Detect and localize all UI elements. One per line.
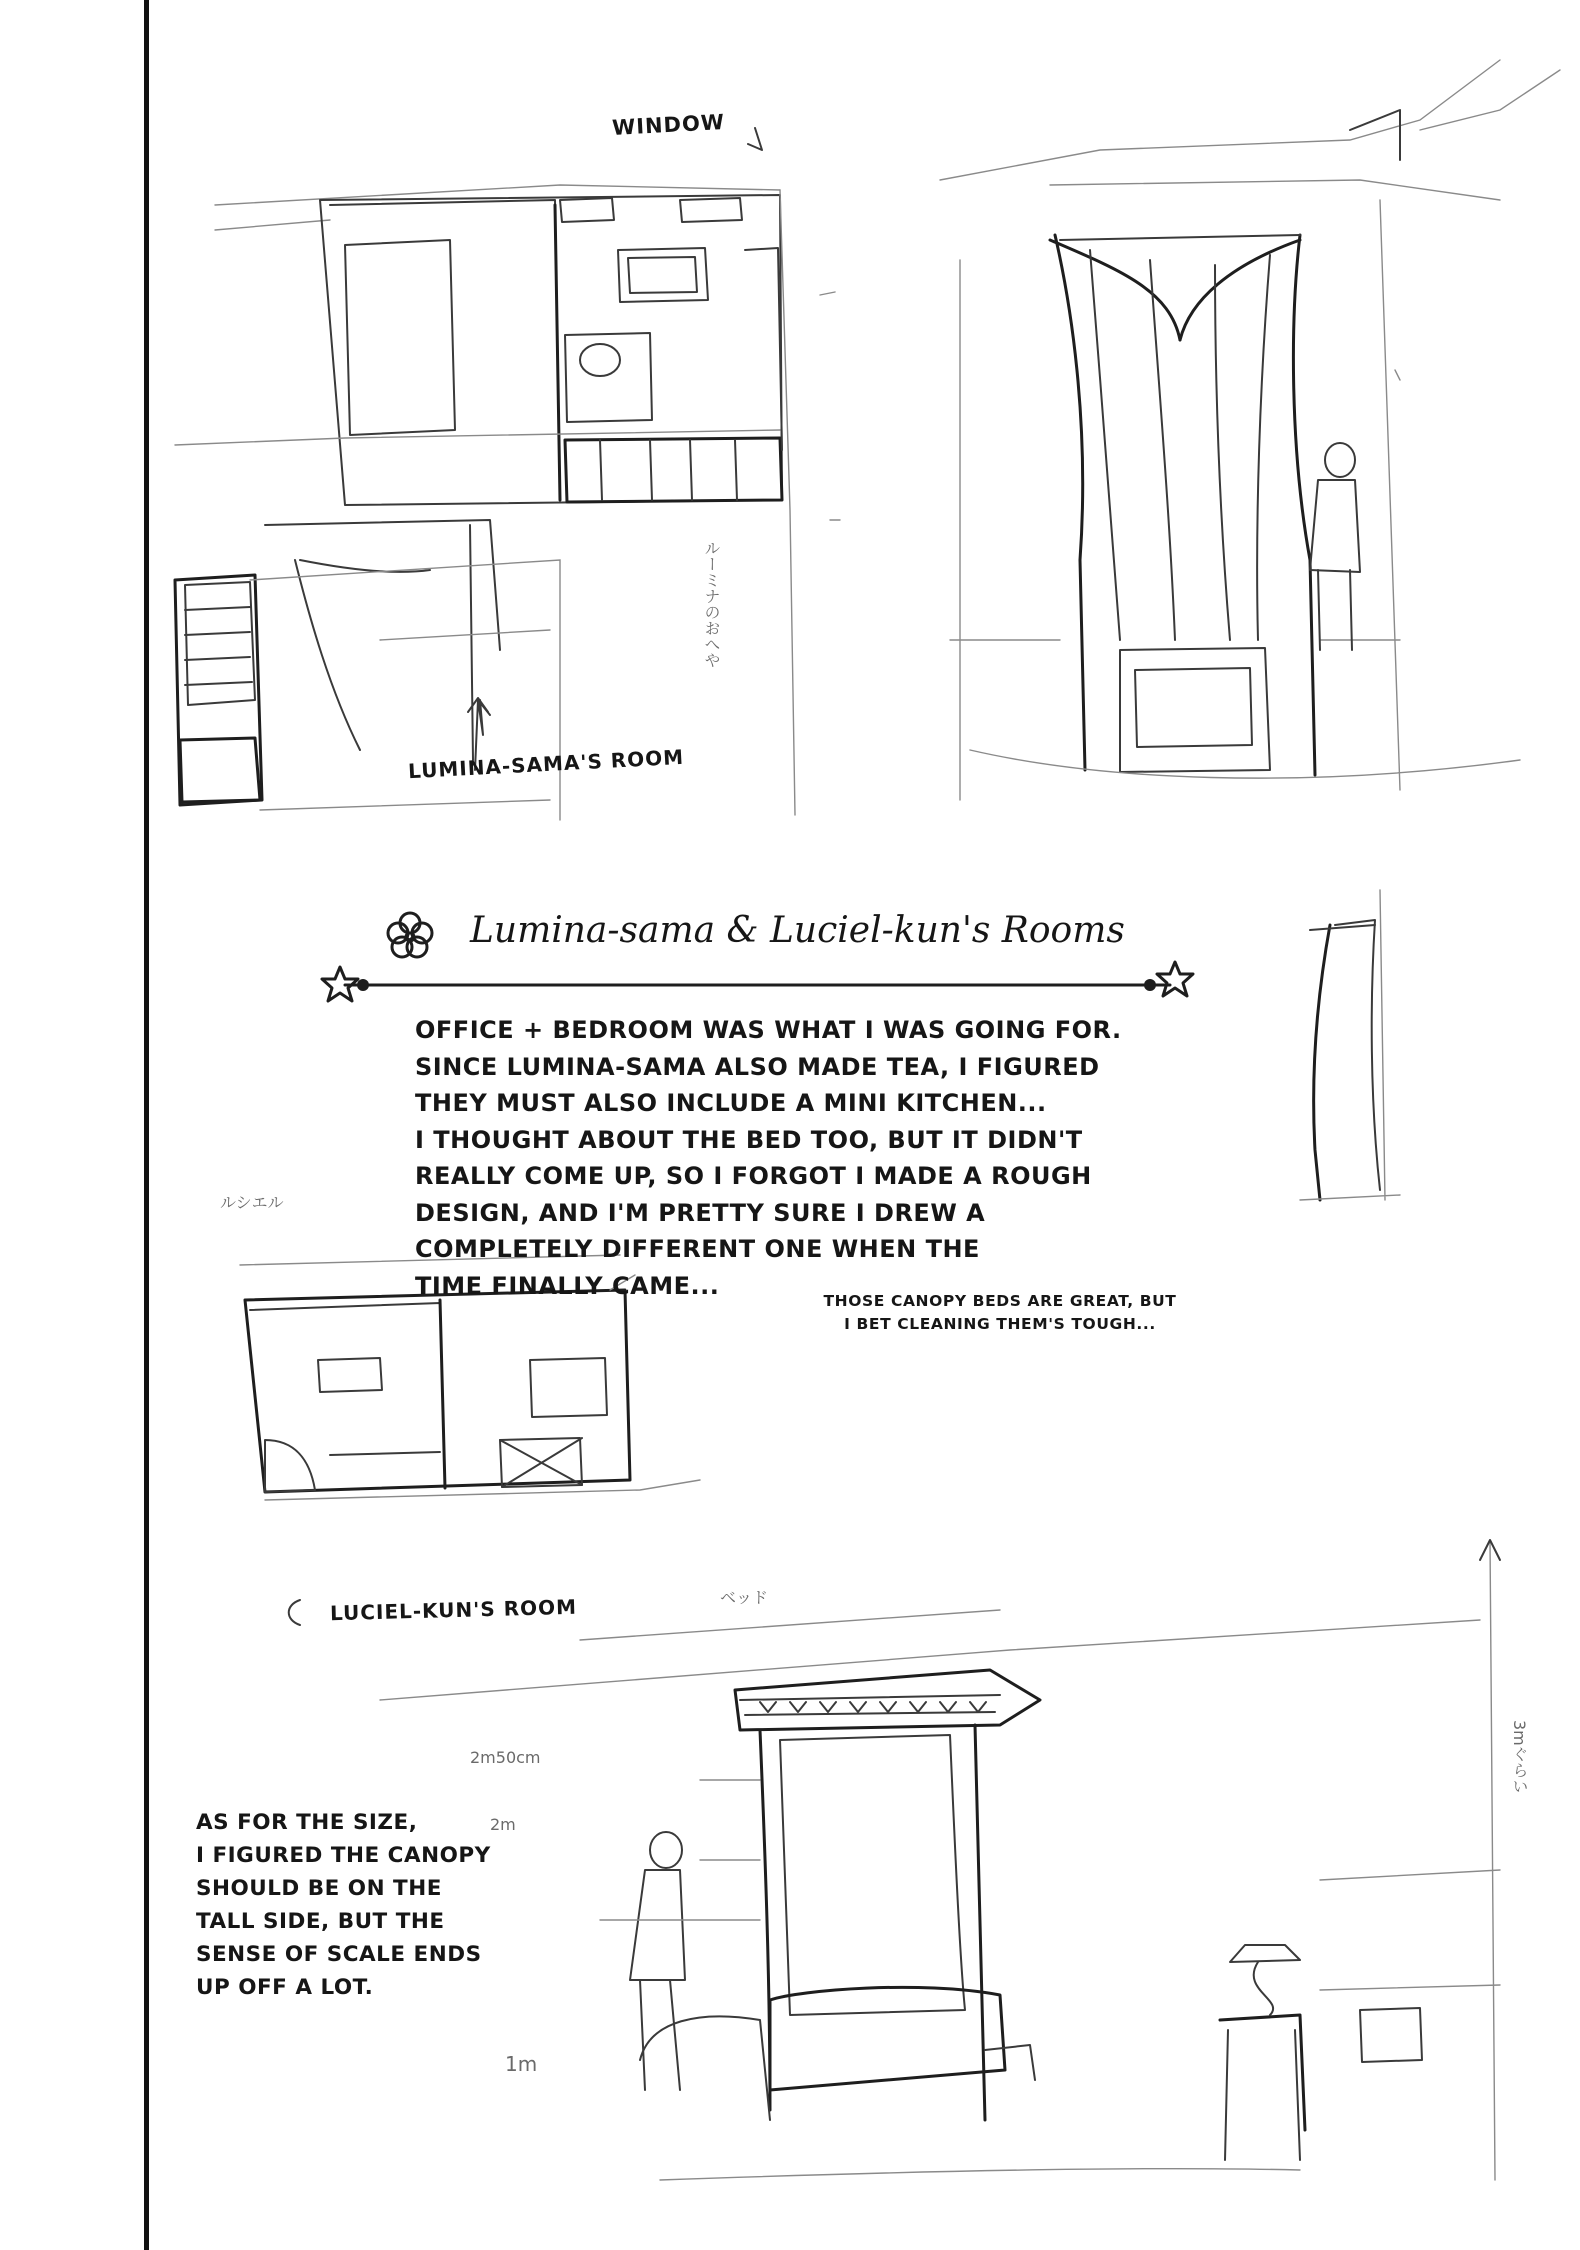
main-note-line: I THOUGHT ABOUT THE BED TOO, BUT IT DIDN'T <box>415 1125 1083 1154</box>
canopy-note-line: I BET CLEANING THEM'S TOUGH... <box>844 1315 1156 1333</box>
margin-annotations <box>820 292 1400 520</box>
handwritten-luciel: ルシエル <box>220 1193 284 1212</box>
handwritten-lumina: ルーミナのおへや <box>702 540 721 668</box>
page-title: Lumina-sama & Luciel-kun's Rooms <box>470 910 1125 951</box>
window-label: WINDOW <box>611 110 726 140</box>
canopy-bed-sketch <box>380 1540 1500 2180</box>
curtain-window-sketch <box>940 60 1560 800</box>
handwritten-bed: ベッド <box>720 1588 769 1607</box>
handwritten-3m: 3mぐらい <box>1510 1720 1529 1794</box>
handwritten-2m50: 2m50cm <box>470 1748 541 1767</box>
star-icon-right <box>1157 962 1193 996</box>
size-note-line: TALL SIDE, BUT THE <box>196 1909 445 1934</box>
size-note-line: SENSE OF SCALE ENDS <box>196 1942 482 1967</box>
arrow-icon-luciel <box>289 1600 300 1625</box>
size-note-line: AS FOR THE SIZE, <box>196 1810 418 1835</box>
handwritten-1m: 1m <box>505 2052 538 2076</box>
size-note <box>196 1806 491 2004</box>
handwritten-2m: 2m <box>490 1815 516 1834</box>
canopy-note-line: THOSE CANOPY BEDS ARE GREAT, BUT <box>823 1292 1177 1310</box>
canopy-note <box>795 1290 1205 1336</box>
main-note-line: DESIGN, AND I'M PRETTY SURE I DREW A <box>415 1198 986 1227</box>
title-divider <box>345 979 1170 991</box>
main-note-line: REALLY COME UP, SO I FORGOT I MADE A ROUGH <box>415 1162 1092 1190</box>
size-note-line: I FIGURED THE CANOPY <box>196 1843 491 1868</box>
small-curtain-sketch <box>1300 890 1400 1200</box>
main-note-line: COMPLETELY DIFFERENT ONE WHEN THE <box>415 1235 980 1263</box>
size-note-line: UP OFF A LOT. <box>196 1975 374 2000</box>
lumina-floorplan-sketch <box>175 185 795 815</box>
lumina-room-label: LUMINA-SAMA'S ROOM <box>407 744 685 784</box>
star-icon-left <box>322 967 358 1001</box>
flower-icon <box>388 913 432 957</box>
main-note-line: THEY MUST ALSO INCLUDE A MINI KITCHEN... <box>415 1089 1047 1117</box>
size-note-line: SHOULD BE ON THE <box>196 1876 442 1901</box>
main-note-line: SINCE LUMINA-SAMA ALSO MADE TEA, I FIGURED <box>415 1052 1100 1081</box>
luciel-room-label: LUCIEL-KUN'S ROOM <box>329 1594 578 1626</box>
main-note <box>415 1012 1122 1304</box>
main-note-line: OFFICE + BEDROOM WAS WHAT I WAS GOING FOR. <box>415 1016 1122 1044</box>
main-note-line: TIME FINALLY CAME... <box>415 1271 720 1300</box>
arrow-icon-window <box>748 128 762 150</box>
